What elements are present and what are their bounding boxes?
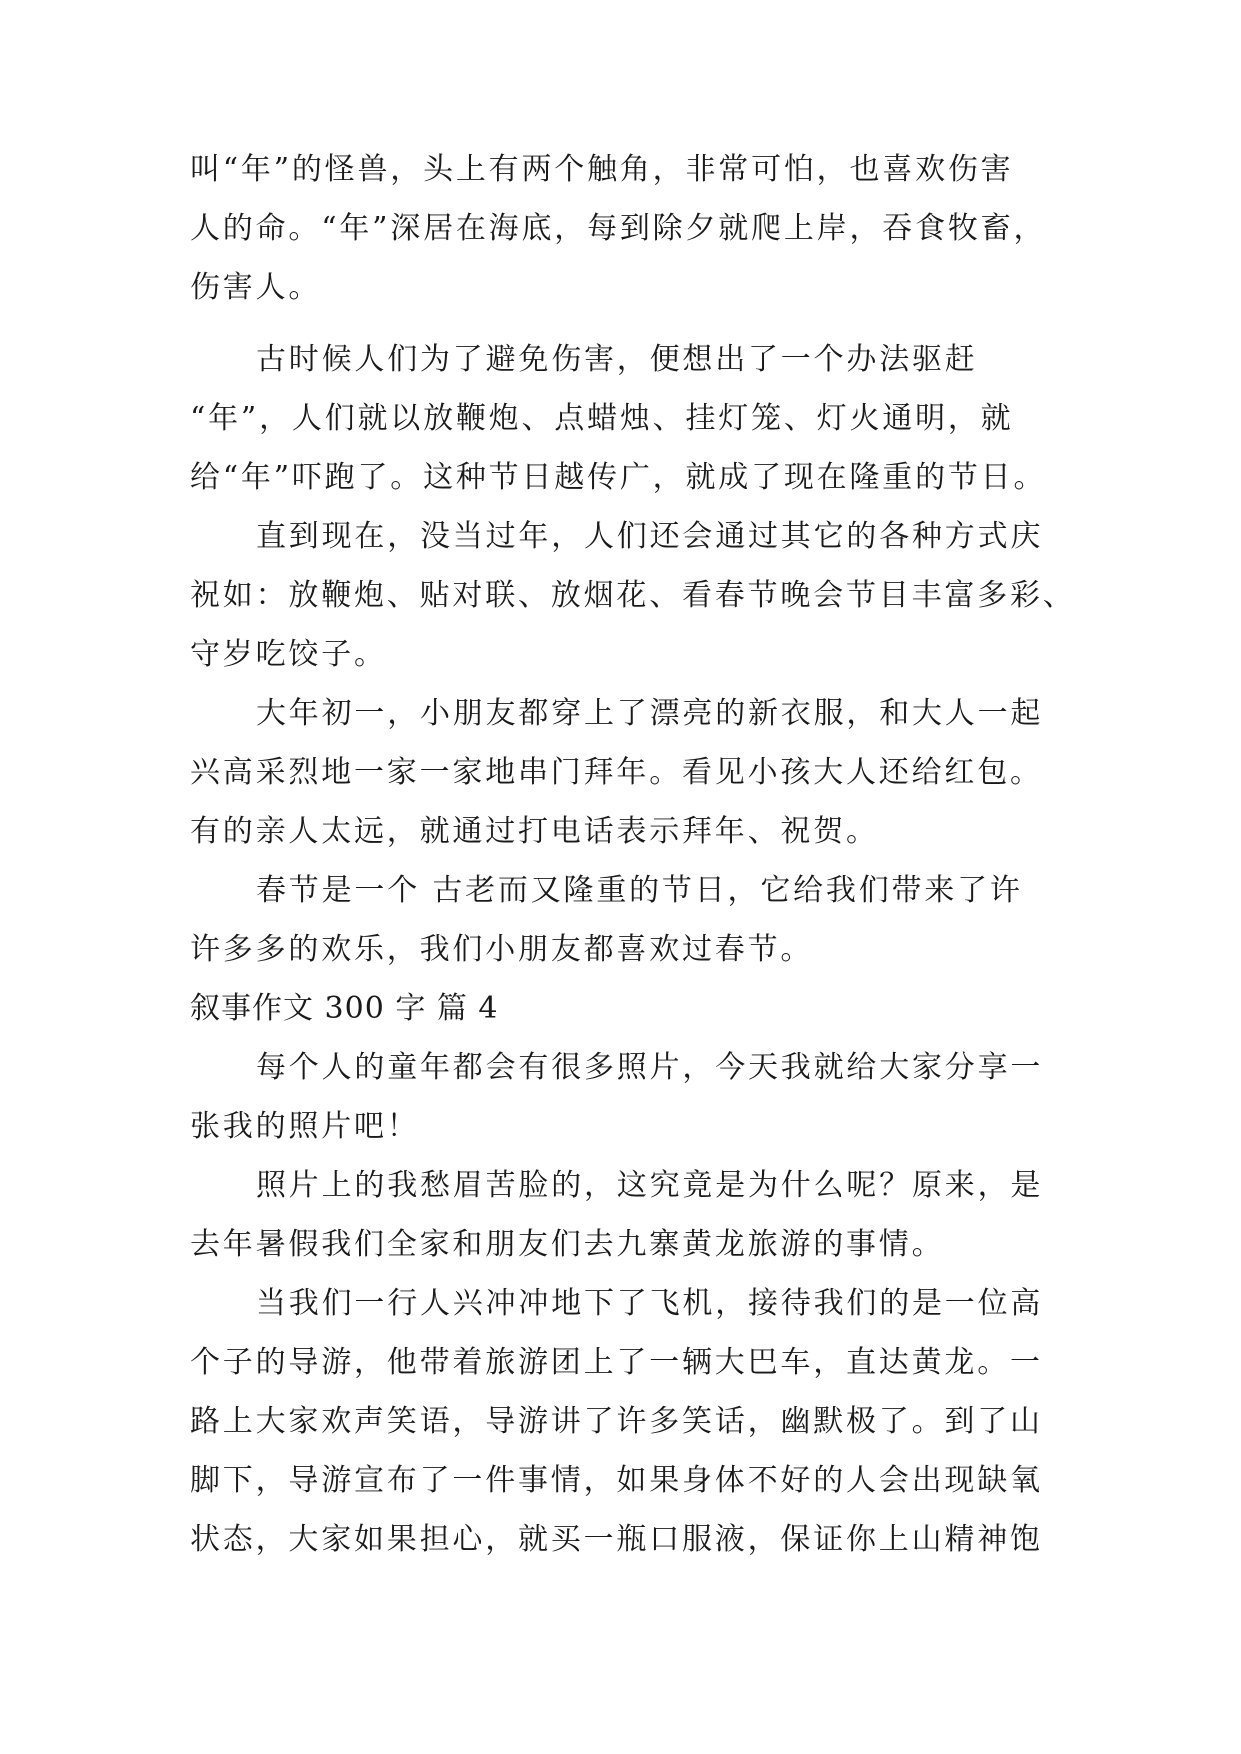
text-line: 人的命。“年”深居在海底，每到除夕就爬上岸，吞食牧畜，: [190, 211, 1047, 246]
text-line: 祝如：放鞭炮、贴对联、放烟花、看春节晚会节目丰富多彩、: [190, 578, 1076, 613]
paragraph-line: 照片上的我愁眉苦脸的，这究竟是为什么呢？原来，是: [256, 1168, 1044, 1203]
text-line: 去年暑假我们全家和朋友们去九寨黄龙旅游的事情。: [190, 1227, 945, 1262]
text-line: 状态，大家如果担心，就买一瓶口服液，保证你上山精神饱: [190, 1522, 1043, 1557]
paragraph-line: 春节是一个 古老而又隆重的节日，它给我们带来了许: [256, 873, 1023, 908]
paragraph-line: 大年初一，小朋友都穿上了漂亮的新衣服，和大人一起: [256, 696, 1044, 731]
text-line: 脚下，导游宣布了一件事情，如果身体不好的人会出现缺氧: [190, 1463, 1043, 1498]
paragraph-line: 古时候人们为了避免伤害，便想出了一个办法驱赶: [256, 342, 978, 377]
paragraph-line: 直到现在，没当过年，人们还会通过其它的各种方式庆: [256, 519, 1044, 554]
text-line: 守岁吃饺子。: [190, 637, 387, 672]
paragraph-line: 每个人的童年都会有很多照片，今天我就给大家分享一: [256, 1050, 1044, 1085]
text-line: 叫“年”的怪兽，头上有两个触角，非常可怕，也喜欢伤害: [190, 152, 1014, 187]
paragraph-line: 当我们一行人兴冲冲地下了飞机，接待我们的是一位高: [256, 1286, 1044, 1321]
text-line: 路上大家欢声笑语，导游讲了许多笑话，幽默极了。到了山: [190, 1404, 1043, 1439]
section-heading: 叙事作文 300 字 篇 4: [190, 991, 499, 1026]
text-line: 有的亲人太远，就通过打电话表示拜年、祝贺。: [190, 814, 879, 849]
text-line: 兴高采烈地一家一家地串门拜年。看见小孩大人还给红包。: [190, 755, 1043, 790]
text-line: “年”，人们就以放鞭炮、点蜡烛、挂灯笼、灯火通明，就: [190, 401, 1014, 436]
text-line: 许多多的欢乐，我们小朋友都喜欢过春节。: [190, 932, 814, 967]
text-line: 伤害人。: [190, 270, 322, 305]
text-line: 张我的照片吧！: [190, 1109, 420, 1144]
text-line: 给“年”吓跑了。这种节日越传广，就成了现在隆重的节日。: [190, 460, 1047, 495]
text-line: 个子的导游，他带着旅游团上了一辆大巴车，直达黄龙。一: [190, 1345, 1043, 1380]
